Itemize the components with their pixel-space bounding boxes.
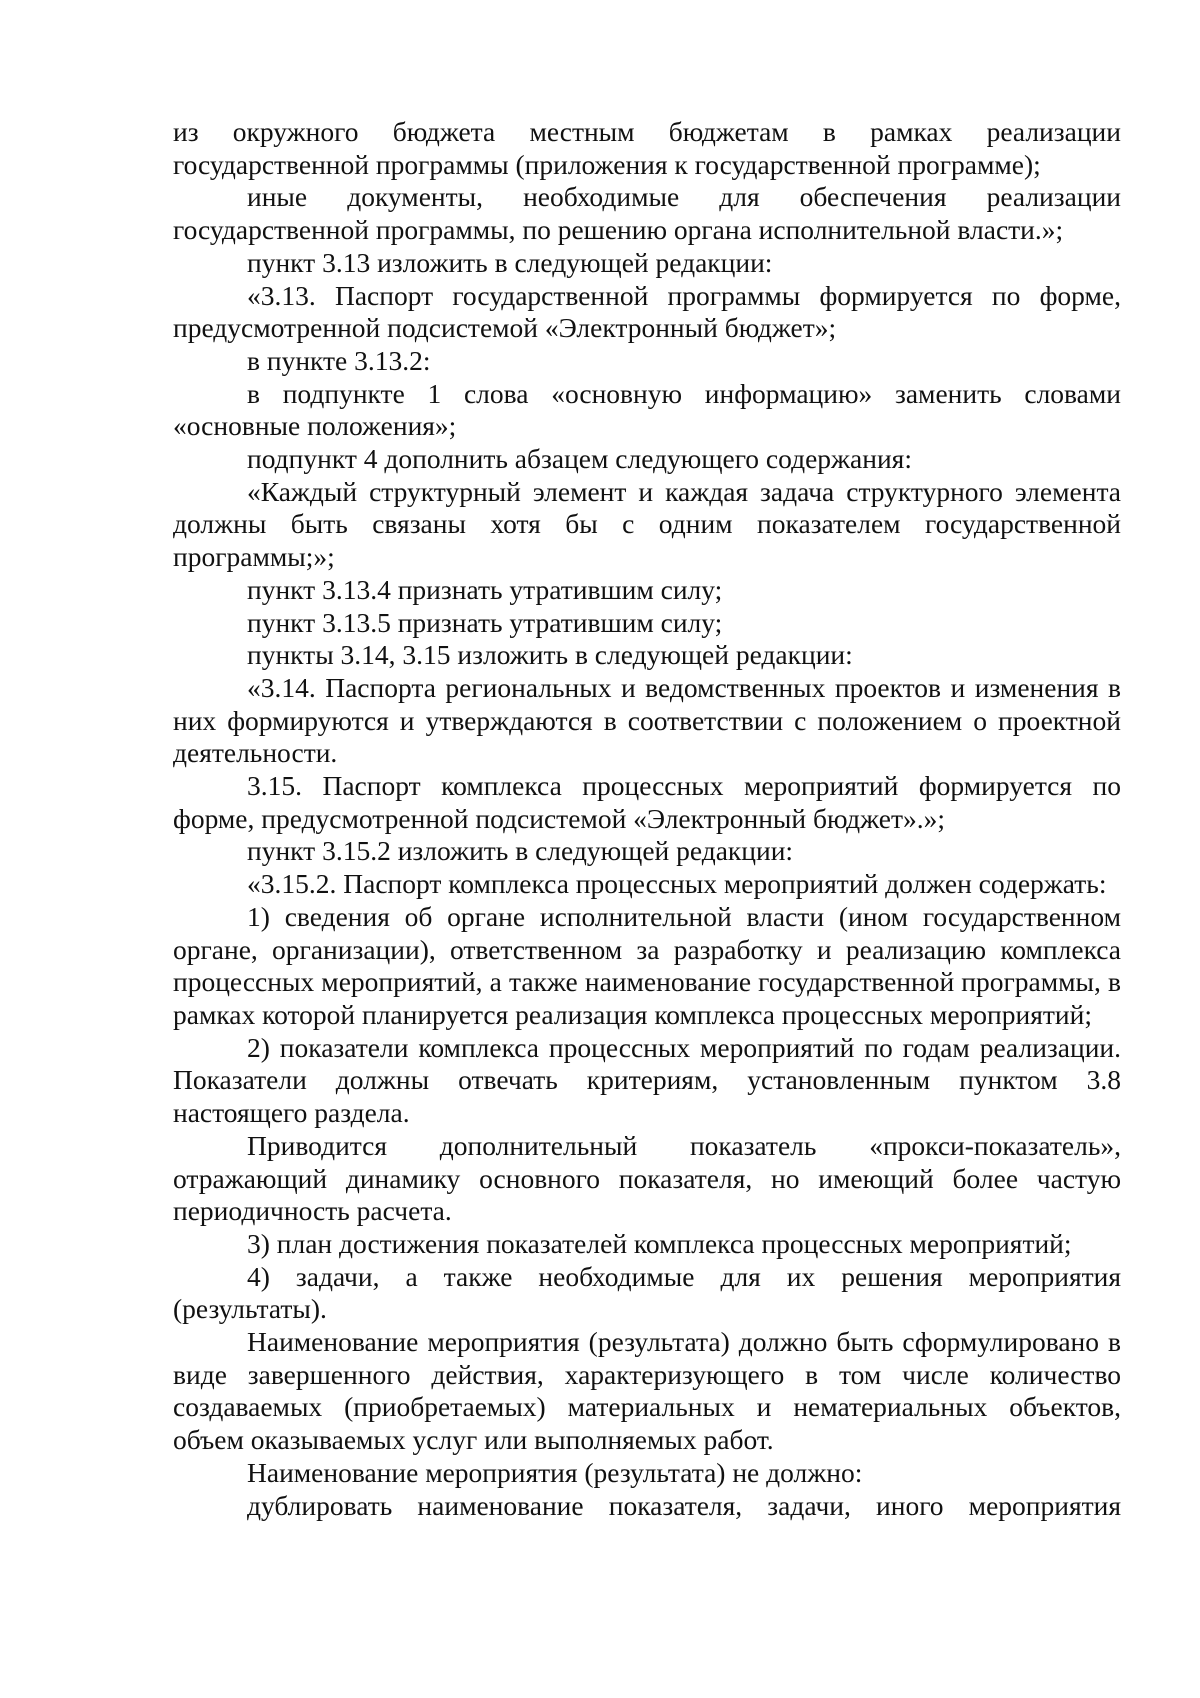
paragraph-17: 2) показатели комплекса процессных мероприятий по годам реализации. Показатели должны отвечать критериям, установленным пунктом 3.8 настоящего раздела. <box>173 1031 1121 1129</box>
paragraph-6: в подпункте 1 слова «основную информацию» заменить словами «основные положения»; <box>173 377 1121 442</box>
paragraph-19: 3) план достижения показателей комплекса процессных мероприятий; <box>247 1227 1072 1259</box>
paragraph-14: пункт 3.15.2 изложить в следующей редакции: <box>247 835 794 867</box>
paragraph-15: «3.15.2. Паспорт комплекса процессных мероприятий должен содержать: <box>247 868 1107 900</box>
paragraph-8: «Каждый структурный элемент и каждая задача структурного элемента должны быть связаны хотя бы с одним показателем государственной программы;»; <box>173 475 1121 573</box>
paragraph-5: в пункте 3.13.2: <box>247 344 431 376</box>
paragraph-2: иные документы, необходимые для обеспечения реализации государственной программы, по решению органа исполнительной власти.»; <box>173 181 1121 246</box>
paragraph-12: «3.14. Паспорта региональных и ведомственных проектов и изменения в них формируются и утверждаются в соответствии с положением о проектной деятельности. <box>173 671 1121 769</box>
paragraph-18: Приводится дополнительный показатель «прокси-показатель», отражающий динамику основного показателя, но имеющий более частую периодичность расчета. <box>173 1129 1121 1227</box>
paragraph-20: 4) задачи, а также необходимые для их решения мероприятия (результаты). <box>173 1260 1121 1325</box>
paragraph-9: пункт 3.13.4 признать утратившим силу; <box>247 573 723 605</box>
paragraph-11: пункты 3.14, 3.15 изложить в следующей редакции: <box>247 639 853 671</box>
paragraph-4: «3.13. Паспорт государственной программы формируется по форме, предусмотренной подсистемой «Электронный бюджет»; <box>173 279 1121 344</box>
paragraph-7: подпункт 4 дополнить абзацем следующего содержания: <box>247 443 912 475</box>
paragraph-23: дублировать наименование показателя, задачи, иного мероприятия <box>247 1489 1121 1521</box>
paragraph-10: пункт 3.13.5 признать утратившим силу; <box>247 606 723 638</box>
paragraph-13: 3.15. Паспорт комплекса процессных мероприятий формируется по форме, предусмотренной подсистемой «Электронный бюджет».»; <box>173 770 1121 834</box>
paragraph-16: 1) сведения об органе исполнительной власти (ином государственном органе, организации), ответственном за разработку и реализацию комплекса процессных мероприятий, а также наименование государственной программы, в рамках которой планируется реализация комплекса процессных мероприятий; <box>173 900 1121 1030</box>
paragraph-1: из окружного бюджета местным бюджетам в рамках реализации государственной программы (приложения к государственной программе); <box>173 116 1121 180</box>
paragraph-3: пункт 3.13 изложить в следующей редакции: <box>247 246 773 278</box>
paragraph-22: Наименование мероприятия (результата) не должно: <box>247 1456 863 1488</box>
paragraph-21: Наименование мероприятия (результата) должно быть сформулировано в виде завершенного действия, характеризующего в том числе количество создаваемых (приобретаемых) материальных и нематериальных объектов, объем оказываемых услуг или выполняемых работ. <box>173 1326 1121 1456</box>
document-body <box>173 116 1121 1522</box>
